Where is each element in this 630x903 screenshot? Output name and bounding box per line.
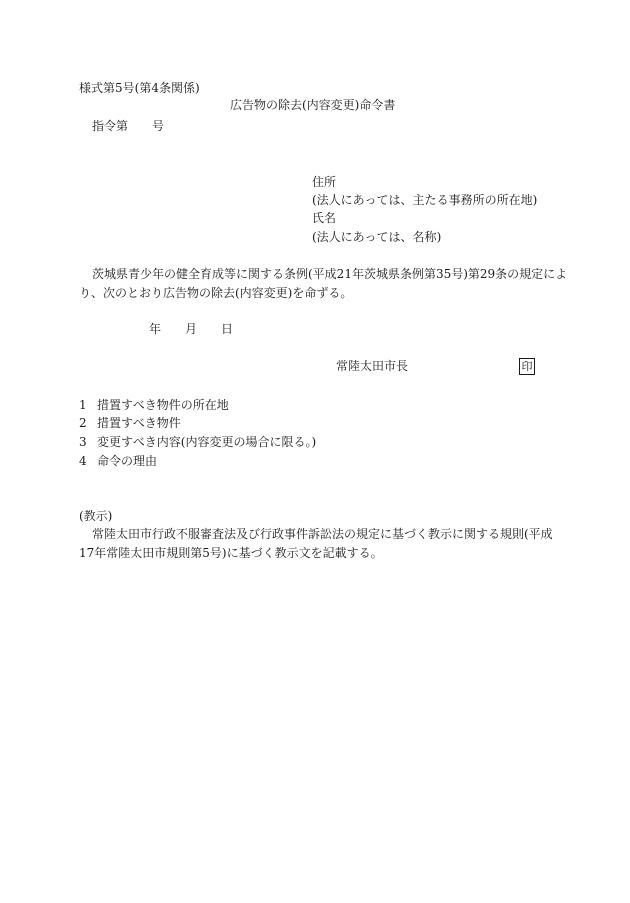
body-line-2: り、次のとおり広告物の除去(内容変更)を命ずる。 (79, 286, 353, 300)
list-item-text: 命令の理由 (97, 454, 158, 468)
notice-line-2: 17年常陸太田市規則第5号)に基づく教示文を記載する。 (79, 546, 383, 560)
date-month: 月 (185, 322, 198, 336)
date-day: 日 (221, 322, 234, 336)
address-note: (法人にあっては、主たる事務所の所在地) (312, 193, 538, 207)
notice-heading: (教示) (79, 509, 113, 523)
list-item-number: 4 (79, 454, 87, 468)
issuer-name: 常陸太田市長 (336, 359, 409, 373)
name-note: (法人にあっては、名称) (312, 230, 442, 244)
list-item-text: 変更すべき内容(内容変更の場合に限る。) (97, 435, 317, 449)
directive-number: 指令第 号 (92, 119, 165, 133)
form-number: 様式第5号(第4条関係) (79, 81, 200, 95)
list-item-number: 3 (79, 435, 87, 449)
list-item-number: 2 (79, 416, 87, 430)
list-item-number: 1 (79, 398, 87, 412)
seal-mark: 印 (519, 358, 535, 375)
name-label: 氏名 (312, 211, 337, 225)
list-item-text: 措置すべき物件の所在地 (97, 398, 229, 412)
notice-line-1: 常陸太田市行政不服審査法及び行政事件訴訟法の規定に基づく教示に関する規則(平成 (92, 527, 553, 541)
date-year: 年 (149, 322, 162, 336)
list-item-text: 措置すべき物件 (97, 416, 181, 430)
body-line-1: 茨城県青少年の健全育成等に関する条例(平成21年茨城県条例第35号)第29条の規定によ (92, 267, 568, 281)
document-title: 広告物の除去(内容変更)命令書 (230, 98, 396, 112)
address-label: 住所 (312, 175, 337, 189)
